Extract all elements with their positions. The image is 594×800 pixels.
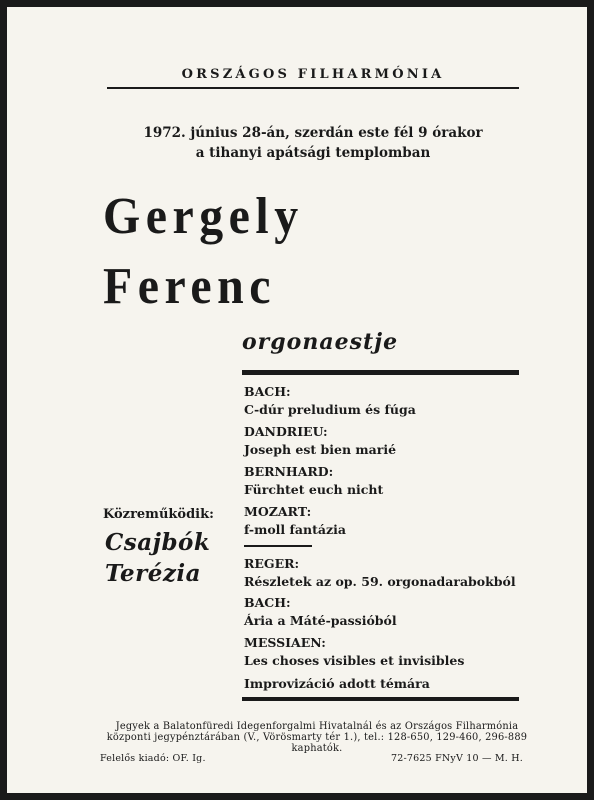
performer-first-name: Gergely [103,188,304,245]
header-rule [107,87,519,89]
composer-4: MOZART: [244,504,312,519]
work-4: f-moll fantázia [244,522,346,537]
composer-7: MESSIAEN: [244,635,326,650]
composer-2: DANDRIEU: [244,424,328,439]
program-bottom-rule [242,697,519,701]
work-2: Joseph est bien marié [244,442,397,457]
composer-5: REGER: [244,556,300,571]
work-8: Improvizáció adott témára [244,676,430,691]
cast-name-first: Csajbók [105,529,211,556]
event-venue-line: a tihanyi apátsági templomban [195,145,431,161]
composer-1: BACH: [244,384,291,399]
work-6: Ária a Máté-passióból [244,613,397,628]
cast-label: Közreműködik: [103,507,214,522]
tickets-line-1: Jegyek a Balatonfüredi Idegenforgalmi Hivatalnál és az Országos Filharmónia [115,721,519,732]
composer-6: BACH: [244,595,291,610]
work-5: Részletek az op. 59. orgonadarabokból [244,574,516,589]
publisher-note: Felelős kiadó: OF. Ig. [100,753,206,764]
event-date-line: 1972. június 28-án, szerdán este fél 9 órakor [143,125,483,141]
organization-header: ORSZÁGOS FILHARMÓNIA [181,67,445,82]
work-1: C-dúr preludium és fúga [244,402,416,417]
poster-sheet [7,7,587,793]
cast-name-second: Terézia [105,560,202,587]
performer-last-name: Ferenc [103,258,277,315]
composer-3: BERNHARD: [244,464,334,479]
print-code: 72-7625 FNyV 10 — M. H. [391,753,523,764]
tickets-line-3: kaphatók. [291,743,343,754]
event-subtitle: orgonaestje [242,329,399,355]
work-3: Fürchtet euch nicht [244,482,384,497]
intermission-rule [244,545,312,547]
program-top-rule [242,370,519,375]
tickets-line-2: központi jegypénztárában (V., Vörösmarty tér 1.), tel.: 128-650, 129-460, 296-889 [106,732,528,743]
work-7: Les choses visibles et invisibles [244,653,465,668]
